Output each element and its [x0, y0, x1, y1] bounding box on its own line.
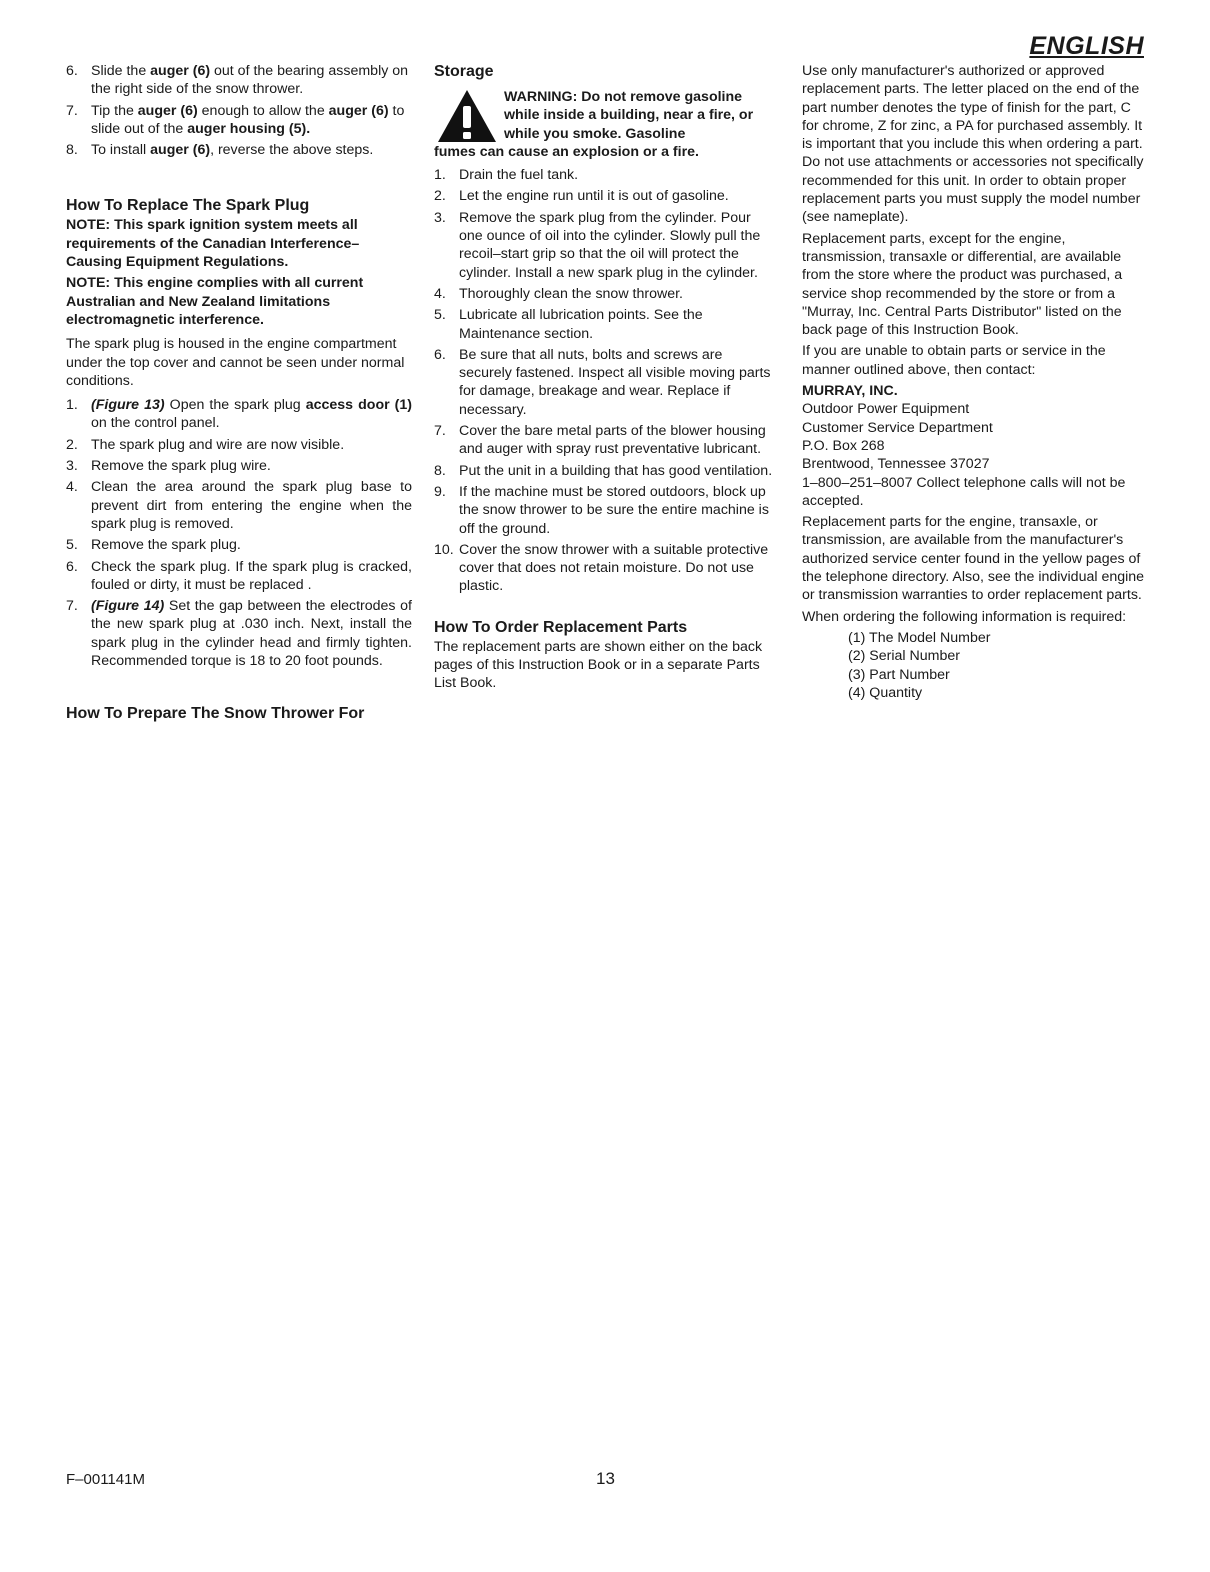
list-item: (2) Serial Number — [848, 648, 960, 665]
list-item: 7. Cover the bare metal parts of the blower housing and auger with spray rust preventative lubricant. — [434, 423, 766, 458]
storage-steps-list — [434, 166, 774, 596]
column-middle — [434, 62, 774, 696]
warning-box — [434, 88, 774, 143]
auger-steps-list — [66, 62, 412, 159]
prepare-heading: How To Prepare The Snow Thrower For — [66, 705, 365, 723]
order-parts-heading: How To Order Replacement Parts — [434, 618, 688, 636]
spark-plug-heading: How To Replace The Spark Plug — [66, 197, 310, 215]
parts-paragraph-2: Replacement parts, except for the engine, transmission, transaxle or differential, are available from the store where the product was purchased, a service shop recommended by the store or from a "Murray, Inc. Central Parts Distributor" listed on the back page of this Instruction Book. — [802, 230, 1123, 339]
list-item: 2. Let the engine run until it is out of gasoline. — [434, 188, 729, 205]
column-right — [802, 62, 1146, 702]
address-line: Brentwood, Tennessee 37027 — [802, 456, 990, 473]
parts-paragraph-4: Replacement parts for the engine, transaxle, or transmission, are available from the manufacturer's authorized service center found in the yellow pages of the telephone directory. Also, see the individual engine or transmission warranties to order replacement parts. — [802, 514, 1145, 604]
page-number: 13 — [596, 1469, 615, 1488]
parts-paragraph-5: When ordering the following information is required: — [802, 608, 1127, 625]
storage-heading: Storage — [434, 63, 494, 80]
list-item: 6. Check the spark plug. If the spark plug is cracked, fouled or dirty, it must be replaced . — [66, 558, 412, 593]
spark-intro-paragraph: The spark plug is housed in the engine compartment under the top cover and cannot be seen under normal conditions. — [66, 336, 405, 389]
list-item: 4. Clean the area around the spark plug base to prevent dirt from entering the engine when the spark plug is removed. — [66, 479, 412, 532]
warning-continuation: fumes can cause an explosion or a fire. — [434, 143, 699, 160]
list-item: 1. (Figure 13) Open the spark plug access door (1) on the control panel. — [66, 397, 412, 432]
required-info-list — [802, 629, 1146, 702]
list-item: 7. Tip the auger (6) enough to allow the auger (6) to slide out of the auger housing (5). — [66, 102, 405, 137]
note-canadian: NOTE: This spark ignition system meets all requirements of the Canadian Interference–Causing Equipment Regulations. — [66, 217, 360, 271]
list-item: 6. Slide the auger (6) out of the bearing assembly on the right side of the snow thrower. — [66, 63, 409, 98]
address-line: P.O. Box 268 — [802, 437, 885, 454]
list-item: 1. Drain the fuel tank. — [434, 167, 579, 184]
list-item: 8. Put the unit in a building that has good ventilation. — [434, 462, 773, 479]
list-item: (1) The Model Number — [848, 629, 991, 646]
company-address — [802, 382, 1146, 510]
phone-line: 1–800–251–8007 Collect telephone calls will not be accepted. — [802, 474, 1126, 509]
column-left — [66, 62, 412, 724]
list-item: 2. The spark plug and wire are now visible. — [66, 436, 345, 453]
parts-paragraph-1: Use only manufacturer's authorized or approved replacement parts. The letter placed on the end of the part number denotes the type of finish for the part, C for chrome, Z for zinc, a PA for purchased assembly. It is important that you include this when ordering a part. Do not use attachments or accessories not specifically recommended for this unit. In order to obtain proper replacement parts you must supply the model number (see nameplate). — [802, 63, 1144, 226]
list-item: 5. Lubricate all lubrication points. See the Maintenance section. — [434, 307, 703, 342]
warning-text: WARNING: Do not remove gasoline while inside a building, near a fire, or while you smoke. Gasoline — [504, 89, 754, 142]
warning-triangle-icon — [436, 88, 498, 144]
company-name: MURRAY, INC. — [802, 383, 898, 400]
list-item: (3) Part Number — [848, 666, 950, 683]
list-item: 8. To install auger (6), reverse the above steps. — [66, 142, 374, 159]
page-language-header: ENGLISH — [1029, 32, 1144, 60]
address-line: Outdoor Power Equipment — [802, 401, 970, 418]
list-item: 3. Remove the spark plug from the cylinder. Pour one ounce of oil into the cylinder. Slowly pull the recoil–start grip so that the oil will protect the cylinder. Install a new spark plug in the cylinder. — [434, 209, 761, 281]
list-item: (4) Quantity — [848, 684, 923, 701]
list-item: 7. (Figure 14) Set the gap between the electrodes of the new spark plug at .030 inch. Next, install the spark plug in the cylinder head and firmly tighten. Recommended torque is 18 to 20 foot pounds. — [66, 598, 412, 670]
address-line: Customer Service Department — [802, 419, 993, 436]
list-item: 9. If the machine must be stored outdoors, block up the snow thrower to be sure the entire machine is off the ground. — [434, 483, 769, 537]
document-code: F–001141M — [66, 1471, 145, 1488]
list-item: 4. Thoroughly clean the snow thrower. — [434, 285, 683, 302]
list-item: 5. Remove the spark plug. — [66, 537, 241, 554]
spark-steps-list — [66, 396, 412, 670]
order-parts-paragraph: The replacement parts are shown either on the back pages of this Instruction Book or in a separate Parts List Book. — [434, 638, 763, 692]
list-item: 10. Cover the snow thrower with a suitable protective cover that does not retain moisture. Do not use plastic. — [434, 541, 769, 595]
list-item: 6. Be sure that all nuts, bolts and screws are securely fastened. Inspect all visible moving parts for damage, breakage and wear. Replace if necessary. — [434, 346, 771, 418]
note-australian: NOTE: This engine complies with all current Australian and New Zealand limitations electromagnetic interference. — [66, 275, 364, 328]
parts-paragraph-3: If you are unable to obtain parts or service in the manner outlined above, then contact: — [802, 343, 1106, 378]
list-item: 3. Remove the spark plug wire. — [66, 458, 271, 475]
